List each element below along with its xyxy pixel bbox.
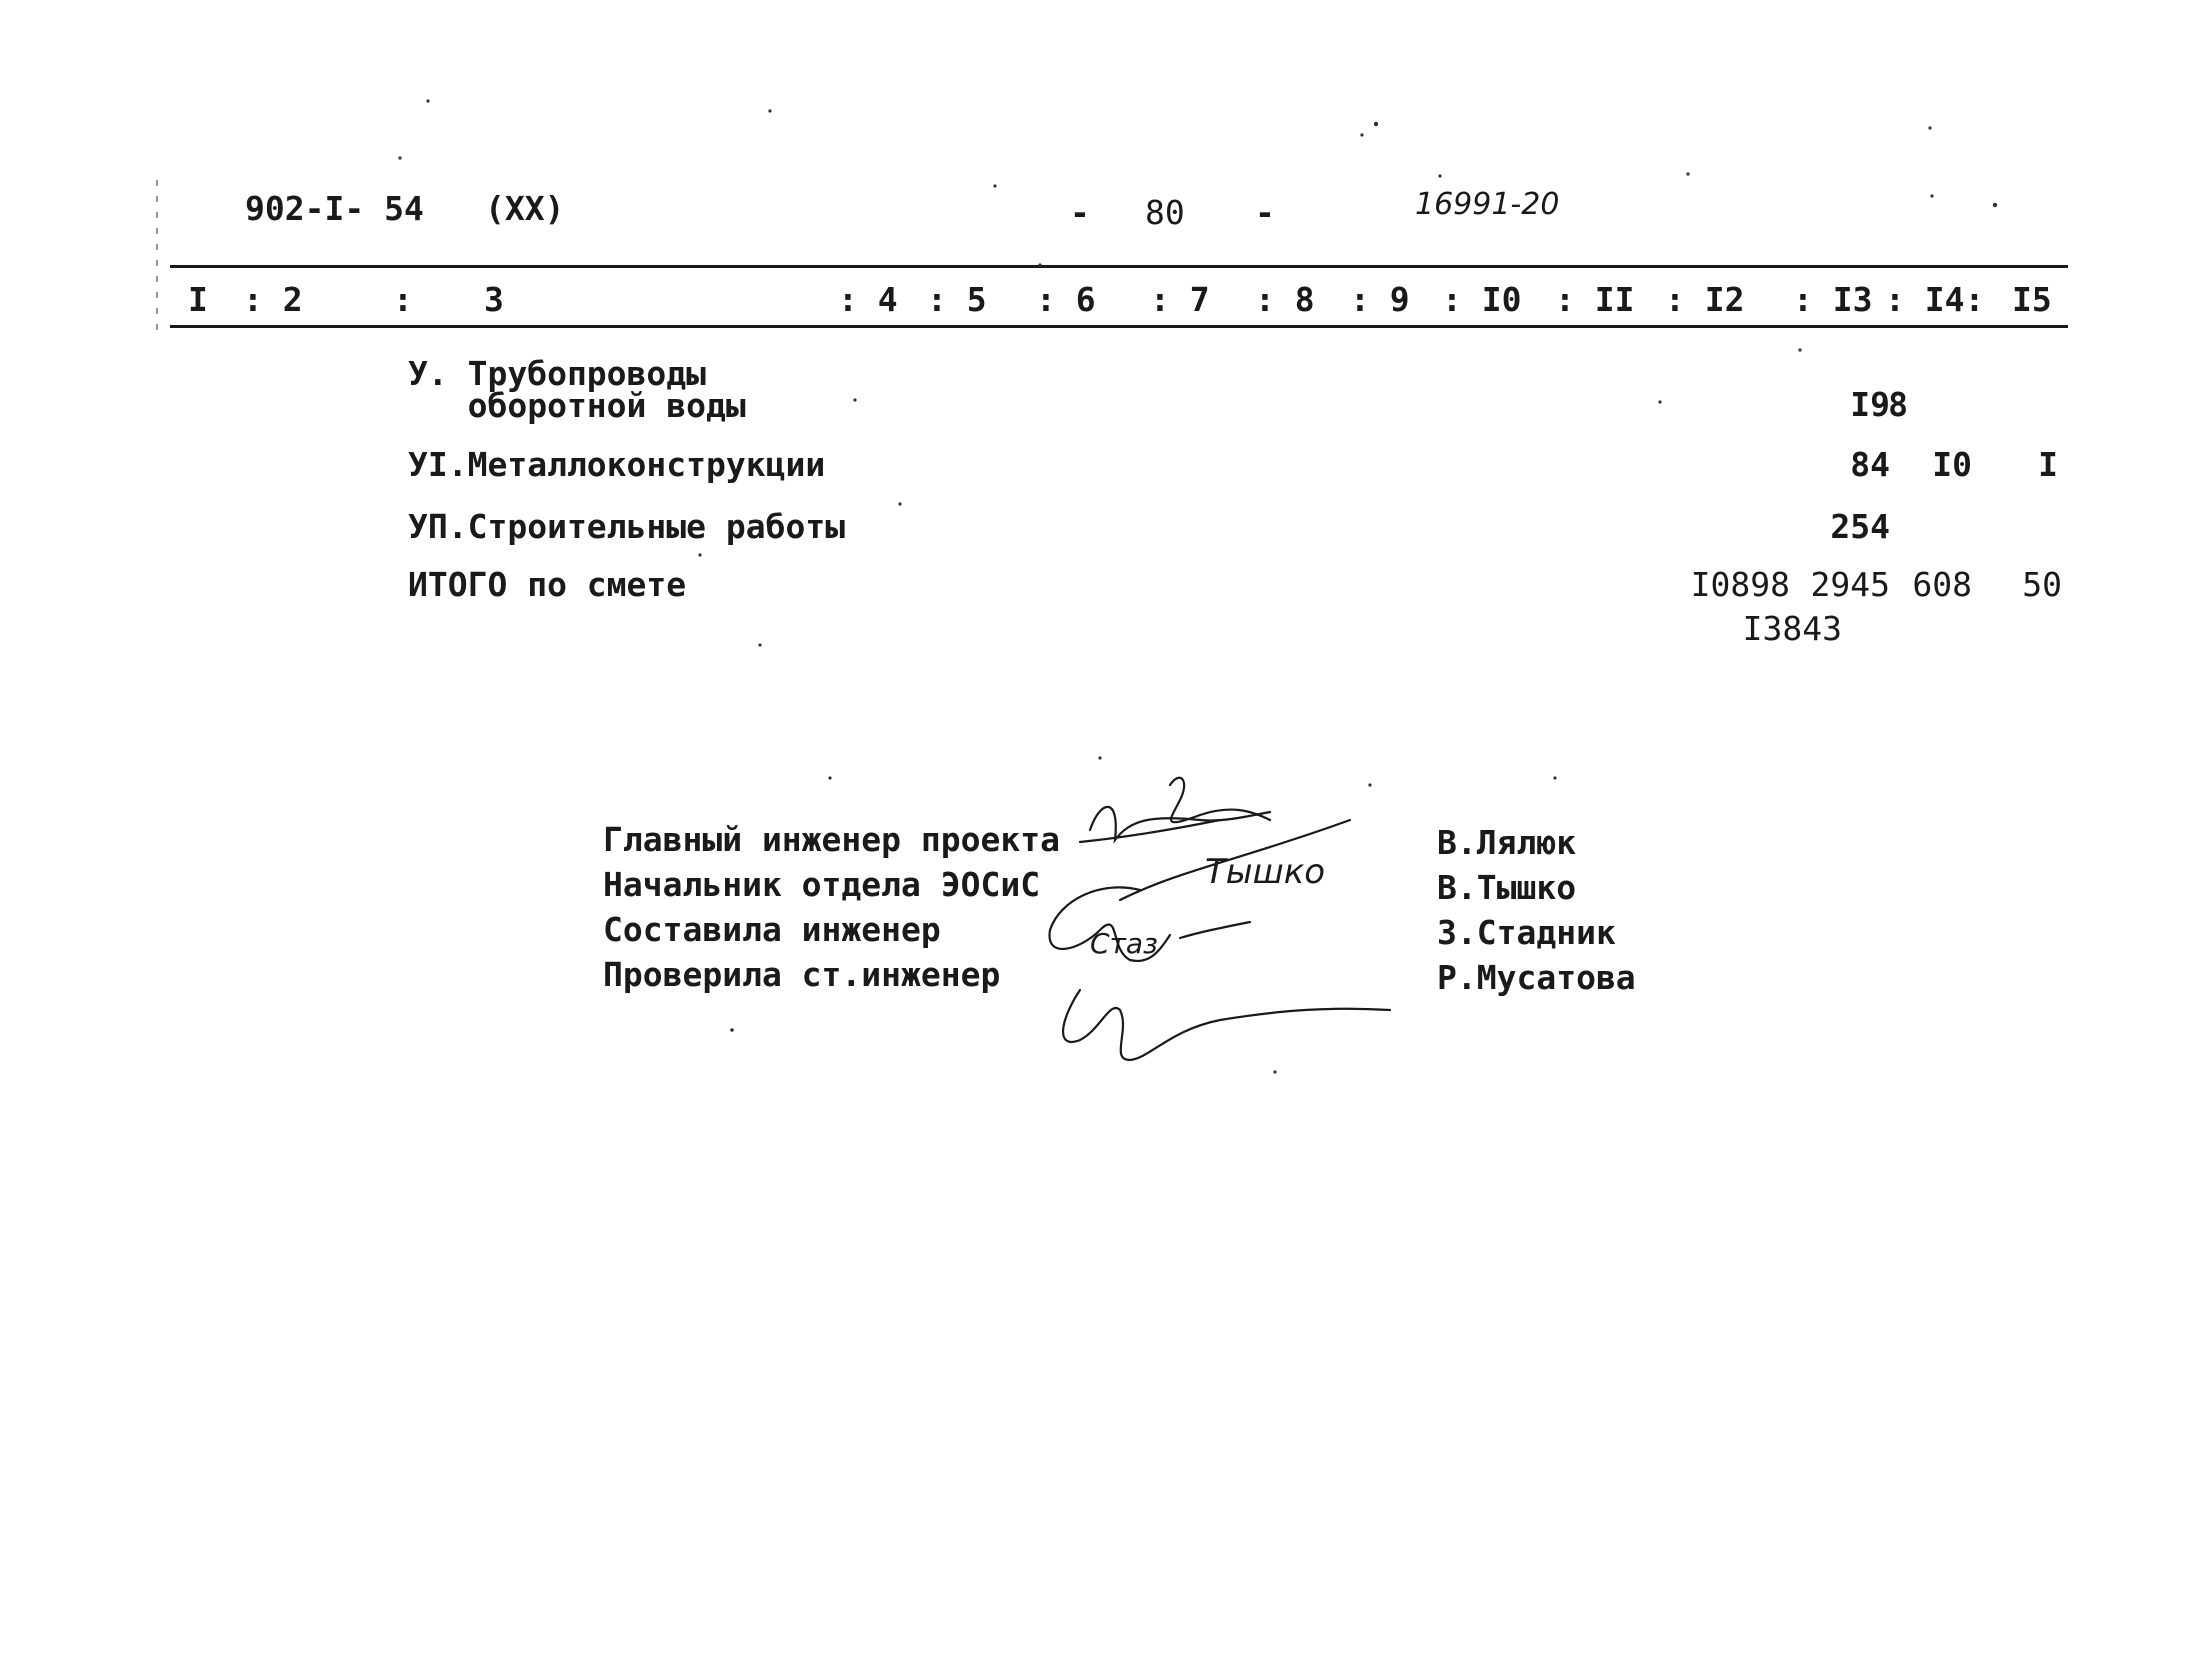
total-col15: 50 bbox=[2022, 565, 2062, 604]
signature-handwriting: Тышко bbox=[1205, 852, 1326, 892]
total-col14: 608 bbox=[1912, 565, 1972, 604]
total-col13: 2945 bbox=[1810, 565, 1890, 604]
page-dash-left: - bbox=[1070, 193, 1090, 232]
col-4: : 4 bbox=[838, 280, 898, 319]
page-number: 80 bbox=[1145, 193, 1185, 232]
col-2: : 2 bbox=[243, 280, 303, 319]
col-11: : II bbox=[1555, 280, 1635, 319]
col-13: : I3 bbox=[1793, 280, 1873, 319]
col-3-sep: : bbox=[393, 280, 413, 319]
row-label: УП.Строительные работы bbox=[408, 507, 846, 546]
total-col12: I0898 bbox=[1690, 565, 1790, 604]
row-value-col13: I9 bbox=[1850, 385, 1890, 424]
inventory-number: 16991-20 bbox=[1415, 187, 1560, 222]
row-label: УI.Металлоконструкции bbox=[408, 445, 826, 484]
signature-role: Составила инженер bbox=[603, 910, 941, 949]
col-8: : 8 bbox=[1255, 280, 1315, 319]
signature-name: В.Тышко bbox=[1437, 868, 1577, 907]
row-value-col14: 8 bbox=[1888, 385, 1908, 424]
signature-handwriting: Стаз bbox=[1090, 927, 1158, 960]
total-label: ИТОГО по смете bbox=[408, 565, 687, 604]
col-15: I5 bbox=[2012, 280, 2052, 319]
signature-name: З.Стадник bbox=[1437, 913, 1616, 952]
row-value-col13: 254 bbox=[1830, 507, 1890, 546]
row-value-col14: I0 bbox=[1932, 445, 1972, 484]
signature-name: Р.Мусатова bbox=[1437, 958, 1636, 997]
row-label: У. Трубопроводы bbox=[408, 354, 707, 393]
page-dash-right: - bbox=[1255, 193, 1275, 232]
col-6: : 6 bbox=[1036, 280, 1096, 319]
col-14: : I4: bbox=[1885, 280, 1985, 319]
col-1: I bbox=[188, 280, 208, 319]
doc-code: 902-I- 54 bbox=[245, 189, 424, 228]
grand-total: I3843 bbox=[1742, 609, 1842, 648]
signature-role: Главный инженер проекта bbox=[603, 820, 1060, 859]
row-value-col15: I bbox=[2038, 445, 2058, 484]
col-9: : 9 bbox=[1350, 280, 1410, 319]
col-7: : 7 bbox=[1150, 280, 1210, 319]
row-label-continued: оборотной воды bbox=[408, 386, 746, 425]
col-10: : I0 bbox=[1442, 280, 1522, 319]
signature-role: Начальник отдела ЭОСиС bbox=[603, 865, 1041, 904]
signature-name: В.Лялюк bbox=[1437, 823, 1577, 862]
section-code: (XX) bbox=[485, 189, 565, 228]
signature-role: Проверила ст.инженер bbox=[603, 955, 1001, 994]
col-12: : I2 bbox=[1665, 280, 1745, 319]
row-value-col13: 84 bbox=[1850, 445, 1890, 484]
col-5: : 5 bbox=[927, 280, 987, 319]
col-3: 3 bbox=[484, 280, 504, 319]
